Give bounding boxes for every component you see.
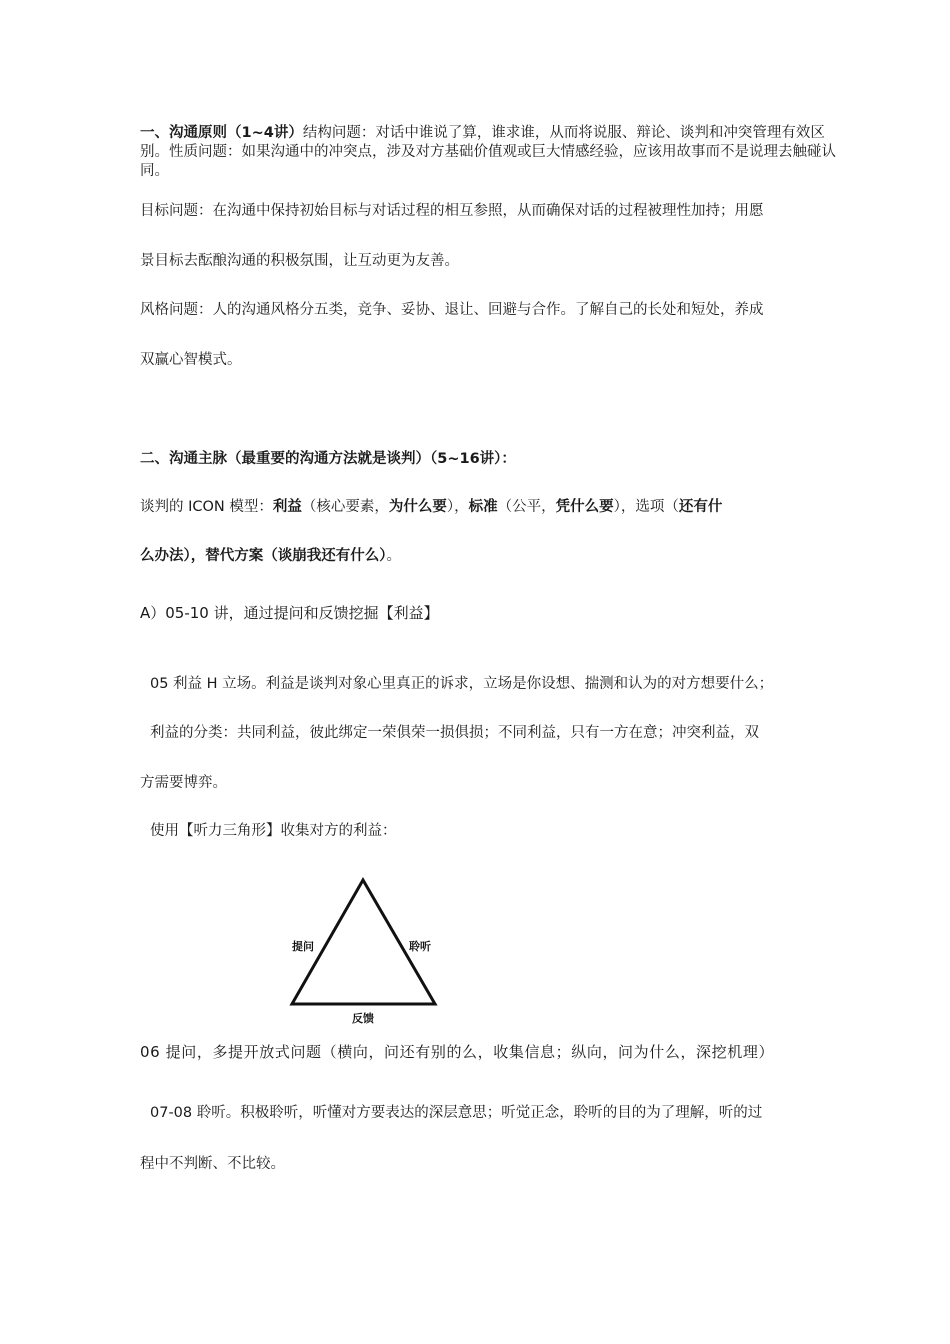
listening-triangle-intro: 使用【听力三角形】收集对方的利益：: [150, 823, 397, 839]
icon-model-line-2: [140, 547, 840, 566]
triangle-label-feedback: 反馈: [352, 1012, 374, 1025]
lecture-05: 05 利益 H 立场。利益是谈判对象心里真正的诉求，立场是你设想、揣测和认为的对方想要什么；: [150, 676, 774, 692]
section2-heading: [140, 450, 840, 469]
style-line-2: 双赢心智模式。: [140, 352, 242, 368]
icon-why: 为什么要: [388, 499, 447, 515]
icon-options-label: ），选项（: [613, 499, 679, 515]
icon-standard: 标准: [468, 499, 498, 515]
section1-heading: 一、沟通原则（1~4讲）: [140, 125, 303, 141]
triangle-label-listen: 聆听: [409, 940, 431, 953]
lecture-07-08-line-2: 程中不判断、不比较。: [140, 1156, 285, 1172]
icon-on-what-basis: 凭什么要: [555, 499, 614, 515]
icon-options-end: 么办法: [140, 548, 184, 564]
icon-alternative: 替代方案（谈崩我还有什么）: [205, 548, 387, 564]
section2-heading-text: 二、沟通主脉（最重要的沟通方法就是谈判）（5~16讲）：: [140, 451, 516, 467]
lecture-06: 06 提问，多提开放式问题（横向，问还有别的么，收集信息；纵向，问为什么，深挖机理）: [140, 1043, 775, 1061]
icon-model-label: 谈判的 ICON 模型：: [140, 499, 273, 515]
style-line-1: 风格问题：人的沟通风格分五类，竞争、妥协、退让、回避与合作。了解自己的长处和短处，养成: [140, 302, 764, 318]
section1-paragraph: [140, 124, 840, 181]
icon-sep-2: ），: [183, 548, 206, 564]
listening-triangle-diagram: [286, 874, 446, 1030]
goal-line-1: 目标问题：在沟通中保持初始目标与对话过程的相互参照，从而确保对话的过程被理性加持；用愿: [140, 203, 764, 219]
goal-line-2: 景目标去酝酿沟通的积极氛围，让互动更为友善。: [140, 253, 459, 269]
icon-interest-note: （核心要素，: [301, 499, 389, 515]
interest-types-line-2: 方需要博弈。: [140, 775, 227, 791]
icon-options-start: 还有什: [678, 499, 723, 515]
section1-text: 结构问题：对话中谁说了算，谁求谁，从而将说服、辩论、谈判和冲突管理有效区别。性质问题：如果沟通中的冲突点，涉及对方基础价值观或巨大情感经验，应该用故事而不是说理去触碰认同。: [140, 125, 836, 179]
icon-interest: 利益: [272, 499, 302, 515]
triangle-label-ask: 提问: [292, 940, 314, 953]
icon-model-line-1: [140, 498, 840, 517]
icon-sep-1: ），: [446, 499, 469, 515]
interest-types-line-1: 利益的分类：共同利益，彼此绑定一荣俱荣一损俱损；不同利益，只有一方在意；冲突利益，双: [150, 725, 759, 741]
lecture-07-08-line-1: 07-08 聆听。积极聆听，听懂对方要表达的深层意思；听觉正念，聆听的目的为了理解，听的过: [150, 1105, 763, 1121]
sub-section-a: A）05-10 讲，通过提问和反馈挖掘【利益】: [140, 604, 439, 622]
icon-period: 。: [386, 548, 401, 564]
icon-standard-note: （公平，: [497, 499, 556, 515]
